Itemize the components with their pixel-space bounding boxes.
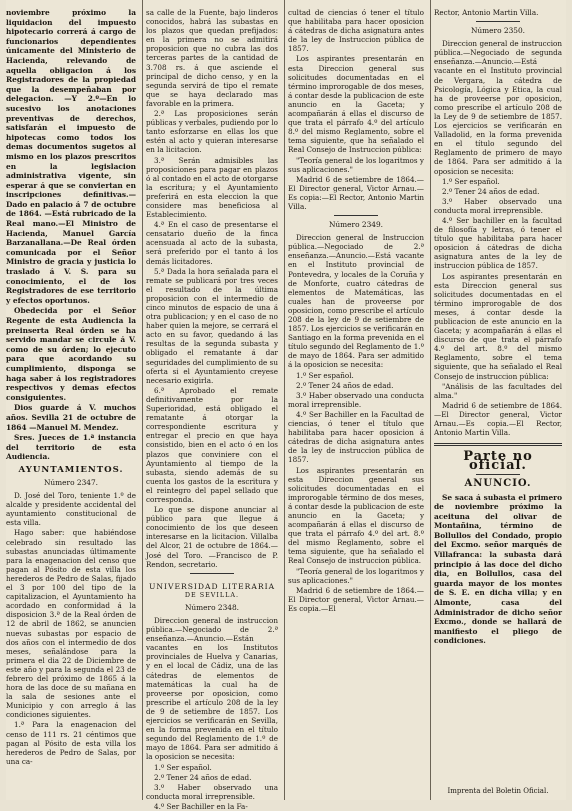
requirement-item: 3.º Haber observado una conducta moral irreprensible. <box>288 390 424 409</box>
quote: "Teoría general de los logaritmos y sus aplicaciones." <box>288 566 424 585</box>
signature: Rector, Antonio Martin Villa. <box>434 8 539 17</box>
requirement-item: 2.º Tener 24 años de edad. <box>296 380 394 390</box>
anuncio-heading: ANUNCIO. <box>464 478 532 490</box>
paragraph: 6.ª Aprobado el remate definitivamente por la Superioridad, está obligado el rematante á otorgar la correspondiente escritura y entregar el precio en que haya consistido, bien en el acto ó en los plazos que conviniere con el Ayuntamiento al tiempo de la subasta, siendo además de su cuenta los gastos de la escritura y el reintegro del papel sellado que corresponda. <box>146 385 278 504</box>
paragraph: sa calle de la Fuente, bajo linderos conocidos, habrá las subastas en los plazos que quedan prefijados: en la primera no se admitirá proposicion que no cubra las dos terceras partes de la cantidad de 3.708 rs. á que asciende el principal de dicho censo, y en la segunda servirá de tipo el remate que se haya declarado mas favorable en la primera. <box>146 8 278 108</box>
real-orden-text: noviembre próximo la liquidacion del impuesto hipotecario correrá á cargo de funcionarios dependientes únicamente del Ministerio de Hacienda, relevando de aquella obligacion á los Registradores de la propiedad que la desempeñaban por delegacion. —Y 2.º—En lo sucesivo los anotaciones preventivas de derechos, satisfarán el impuesto de hipotecas como todos los demas documentos sugetos al mismo en los plazos prescritos en la legislacion administrativa vigente, sin esperar á que se conviertan en inscripciones definitivas.—Dado en palacio á 7 de octubre de 1864. —Está rubricado de la Real mano.—El Ministro de Hacienda, Manuel García Barzanallana.—De Real órden comunicada por el Señor Ministro de gracia y justicia lo traslado á V. S. para su conocimiento, el de los Registradores de ese territorio y efectos oportunos. <box>6 8 136 305</box>
paragraph: D. José del Toro, teniente 1.º de alcalde y presidente accidental del ayuntamiento constitucional de esta villa. <box>6 491 136 528</box>
notice-number: Número 2348. <box>184 602 240 612</box>
divider <box>476 21 520 22</box>
section-heading-universidad: UNIVERSIDAD LITERARIA <box>148 581 276 591</box>
divider <box>476 474 520 475</box>
requirement-item: 4.º Ser Bachiller en la Fa- <box>154 801 248 811</box>
requirement-item: 4.º Ser Bachiller en la Facultad de ciencias, ó tener el título que habilitaba para hacer oposicion á cátedras de dicha asignatura antes de la ley de instruccion pública de 1857. <box>288 409 424 465</box>
section-heading-ayuntamientos: AYUNTAMIENTOS. <box>18 464 124 475</box>
section-subheading: DE SEVILLA. <box>184 590 240 599</box>
addressee-text: Sres. Jueces de 1.ª instancia del territorio de esta Audiencia. <box>6 433 136 462</box>
requirement-item: 3.º Haber observado una conducta moral irreprensible. <box>434 196 562 215</box>
requirement-item: 1.º Ser español. <box>296 370 354 380</box>
notice-number: Número 2350. <box>470 26 526 36</box>
column-1 <box>6 8 136 796</box>
signature: Madrid 6 de setiembre de 1864.—El Director general, Victor Arnau.—Es copia.—El <box>288 585 424 613</box>
dios-guarde-text: Dios guarde á V. muchos años. Sevilla 21 de octubre de 1864 —Manuel M. Mendez. <box>6 403 136 432</box>
paragraph: 5.ª Dada la hora señalada para el remate se publicará por tres veces el resultado de la última proposicion con el intermedio de cinco minutos de espacio de una á otra publicacion; y en el caso de no haber quien la mejore, se cerrará el acto en su favor, quedando á las resultas de la segunda subasta y obligado el rematante á dar seguridades del cumplimiento de su oferta si el Ayuntamiento creyese necesario exigirla. <box>146 266 278 385</box>
column-rule <box>142 0 143 800</box>
paragraph: Los aspirantes presentarán en esta Direccion general sus solicitudes documentadas en el improrogable término de dos meses, á contar desde la publicacion de este anuncio en la Gaceta; y acompañarán á ellas el discurso de que trata el párrafo 4.º del art. 8.º del mismo Reglamento, sobre el tema siguiente, que ha señalado el Real Consejo de instruccion pública. <box>288 465 424 566</box>
requirement-item: 1.º Ser español. <box>442 176 500 186</box>
paragraph: 1.ª Para la enagenacion del censo de 111 rs. 21 céntimos que pagan al Pósito de esta villa los herederos de Pedro de Salas, por una ca- <box>6 720 136 766</box>
paragraph: Direccion general de instruccion pública.—Negociado de 2.ª enseñanza.—Anuncio.—Están vacantes en los Institutos provinciales de Huelva y Canarias, y en el local de Cádiz, una de las cátedras de elementos de matemáticas la cual ha de proveerse por oposicion, como prescribe el artículo 208 de la ley de 9 de setiembre de 1857. Los ejercicios se verificarán en Sevilla, en la forma prevenida en el título segundo del Reglamento de 1.º de mayo de 1864. Para ser admitido á la oposicion se necesita: <box>146 616 278 762</box>
paragraph: 3.ª Serán admisibles las proposiciones para pagar en plazos ó al contado en el acto de otorgarse la escritura; y el Ayuntamiento preferirá en esta eleccion la que considere mas beneficiosa al Establecimiento. <box>146 155 278 220</box>
quote: "Análisis de las facultades del alma." <box>434 381 562 400</box>
requirement-item: 3.º Haber observado una conducta moral irreprensible. <box>146 782 278 801</box>
notice-number: Número 2347. <box>43 478 99 487</box>
column-3 <box>288 8 424 796</box>
quote: "Teoría general de los logaritmos y sus aplicaciones." <box>288 155 424 174</box>
signature: Madrid 6 de setiembre de 1864.—El Director general, Victor Arnau.—Es copia.—El Rector, Antonio Martin Villa. <box>434 400 562 438</box>
paragraph: Direccion general de Instruccion pública.—Negociado de 2.ª enseñanza.—Anuncio.—Está vacante en el Instituto provincial de Pontevedra, y locales de la Coruña y de Monforte, cuatro cátedras de elementos de Matemáticas, las cuales han de proveerse por oposicion, como prescribe el artículo 208 de la ley de 9 de setiembre de 1857. Los ejercicios se verificarán en Santiago en la forma prevenida en el título segundo del Reglamento de 1.º de mayo de 1864. Para ser admitido á la oposicion se necesita: <box>288 233 424 370</box>
paragraph: Lo que se dispone anunciar al público para que llegue á conocimiento de los que deseen interesarse en la licitacion. Villalba del Alcor, 21 de octubre de 1864.—José del Toro. —Francisco de P. Rendon, secretario. <box>146 505 278 569</box>
paragraph: Hago saber: que habiéndose celebrado sin resultado las subastas anunciadas últimamente para la enagenacion del censo que pagan al Pósito de esta villa los herederos de Pedro de Salas, fijado el 3 por 100 del tipo de la capitalizacion, el Ayuntamiento ha acordado en conformidad á la disposicion 3.ª de la Real órden de 12 de abril de 1862, se anuncien nuevas subastas por espacio de dos años con el intermedio de dos meses, señalándose para la primera el dia 22 de Diciembre de este año y para la segunda el 23 de febrero del próximo de 1865 á la hora de las doce de su mañana en la sala de sesiones ante el Municipio y con arreglo á las condiciones siguientes. <box>6 528 136 720</box>
paragraph: 4.ª En el caso de presentarse el censatario dueño de la finca acensuada al acto de la subasta, será preferido por el tanto á los demás licitadores. <box>146 220 278 266</box>
column-rule <box>430 0 431 800</box>
requirement-item: 4.º Ser bachiller en la facultad de filosofía y letras, ó tener el título que habilitaba para hacer oposicion á cátedras de dicha asignatura antes de la ley de instruccion pública de 1857. <box>434 215 562 271</box>
requirement-item: 1.º Ser español. <box>154 762 212 772</box>
paragraph: Direccion general de instruccion pública.—Negociado de segunda enseñanza.—Anuncio.—Está vacante en el Instituto provincial de Vergara, la cátedra de Psicología, Lógica y Etica, la cual ha de proveerse por oposicion, como prescribe el artículo 208 de la Ley de 9 de setiembre de 1857. Los ejercicios se verificarán en Valladolid, en la forma prevenida en el título segundo del Reglamento de primero de mayo de 1864. Para ser admitido á la oposicion se necesita: <box>434 39 562 176</box>
column-2 <box>146 8 279 811</box>
paragraph: Los aspirantes presentarán en esta Direccion general sus solicitudes documentadas en el término improrogable de dos meses, á contar desde la publicacion de este anuncio en la Gaceta; y acompañarán á ellas el discurso de que trata el párrafo 4.º del artículo 8.º del mismo Reglamento, sobre el tema siguiente, que ha señalado el Real Consejo de Instruccion pública: <box>288 54 424 155</box>
newspaper-page <box>6 0 566 811</box>
section-banner-parte-no-oficial: Parte no oficial. <box>463 449 533 474</box>
divider <box>190 573 234 574</box>
column-rule <box>284 0 285 800</box>
requirement-item: 2.º Tener 24 años de edad. <box>442 186 540 196</box>
requirement-item: 2.º Tener 24 años de edad. <box>154 772 252 782</box>
printer-imprint: Imprenta del Boletin Oficial. <box>447 786 549 795</box>
divider <box>334 215 378 216</box>
paragraph: 2.ª Las proposiciones serán públicas y verbales, pudiendo por lo tanto esforzarse en ellas los que estén al acto y quieran interesarse en la licitacion. <box>146 109 279 155</box>
anuncio-text: Se saca á subasta el primero de noviembre próximo la aceituna del olivar de Montañina, término de Bollullos del Condado, propio del Excmo. señor marqués de Villafranca: la subasta dará principio á las doce del dicho dia, en Bollullos, casa del guarda mayor de los montes de S. E. en dicha villa; y en Almonte, casa del Administrador de dicho señor Excmo., donde se hallará de manifiesto el pliego de condiciones. <box>434 492 562 646</box>
notice-number: Número 2349. <box>328 220 384 230</box>
double-rule <box>434 443 562 446</box>
signature: Madrid 6 de setiembre de 1864.—El Director general, Victor Arnau.—Es copia:—El Rector, Antonio Martin Villa. <box>288 174 424 211</box>
column-4 <box>434 8 562 796</box>
obedecida-text: Obedecida por el Señor Regente de esta Audiencia la preinserta Real órden se ha servido mandar se circule á V. como de su órden; lo ejecuto para que acordando su cumplimiento, disponga se haga saber á los registradores respectivos y demas efectos consiguientes. <box>6 306 136 402</box>
paragraph: cultad de ciencias ó tener el título que habilitaba para hacer oposicion á cátedras de dicha asignatura antes de la ley de Instruccion pública de 1857. <box>288 8 424 54</box>
paragraph: Los aspirantes presentarán en esta Direccion general sus solicitudes documentadas en el término improrogable de dos meses, á contar desde la publicacion de este anuncio en la Gaceta; y acompañarán á ellas el discurso de que trata el párrafo 4.º del art. 8.º del mismo Reglamento, sobre el tema siguiente, que ha señalado el Real Consejo de instruccion pública: <box>434 271 562 381</box>
